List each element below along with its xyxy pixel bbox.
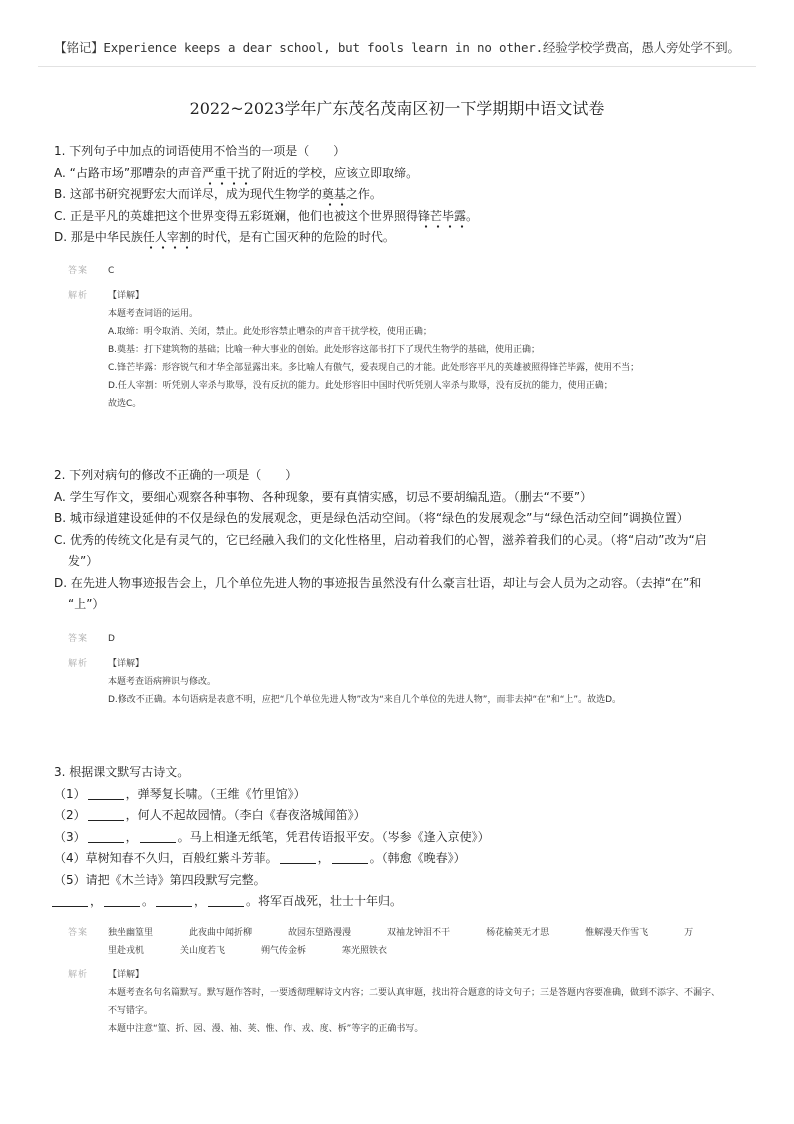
question-2-option-c: C. 优秀的传统文化是有灵气的，它已经融入我们的文化性格里，启动着我们的心智，滋养着我们的心灵。（将“启动”改为“启 — [54, 532, 707, 547]
answer-phrase: 惟解漫天作雪飞 — [585, 928, 649, 938]
question-1 — [54, 141, 754, 249]
answer-blank — [88, 787, 124, 800]
item-text: ，何人不起故园情。（李白《春夜洛城闻笛》） — [125, 808, 366, 822]
explanation-line: A.取缔：明令取消、关闭，禁止。此处形容禁止嘈杂的声音干扰学校，使用正确； — [108, 327, 432, 337]
item-text: 。（韩愈《晚春》） — [369, 851, 466, 865]
answer-blank — [156, 894, 192, 907]
question-3-item-4 — [54, 848, 754, 870]
item-number: （3） — [54, 829, 86, 844]
question-1-stem: 1. 下列句子中加点的词语使用不恰当的一项是（ ） — [54, 144, 346, 158]
item-separator: ， — [125, 829, 138, 844]
question-3-item-5-blanks: ， 。 ， 。将军百战死，壮士十年归。 — [50, 891, 754, 913]
item-text: 。马上相逢无纸笔，凭君传语报平安。（岑参《逢入京使》） — [177, 829, 490, 844]
explanation-label: 解析 — [68, 291, 89, 301]
option-d-pre: D. 那是中华民族 — [54, 230, 143, 244]
answer-blank — [208, 894, 244, 907]
answer-blank — [88, 808, 124, 821]
question-3-item-1 — [54, 784, 754, 806]
answer-value: C — [108, 266, 115, 276]
question-3-item-5 — [54, 870, 754, 892]
question-2-answer — [68, 631, 115, 644]
option-a-pre: A. “占路市场”那嘈杂的声音 — [54, 165, 203, 180]
option-d-post: 的时代，是有亡国灭种的危险的时代。 — [190, 230, 395, 244]
answer-label: 答案 — [68, 928, 89, 938]
answer-line-1 — [108, 924, 748, 942]
question-3 — [54, 762, 754, 913]
explanation-line: D.修改不正确。本句语病是表意不明，应把“几个单位先进人物”改为“来自几个单位的先进人物”，而非去掉“在”和“上”。故选D。 — [108, 695, 622, 705]
item-number: （1） — [54, 786, 86, 801]
item-separator: ， — [317, 851, 330, 865]
explanation-line: B.奠基：打下建筑物的基础；比喻一种大事业的创始。此处形容这部书打下了现代生物学的基础，使用正确； — [108, 345, 541, 355]
answer-phrase: 双袖龙钟泪不干 — [387, 928, 451, 938]
item-number: （4） — [54, 851, 86, 865]
option-c-marked-word: 锋芒毕露 — [418, 208, 467, 223]
question-2 — [54, 465, 754, 616]
explanation-line: 本题中注意“篁、折、园、漫、袖、荚、惟、作、戎、度、柝”等字的正确书写。 — [108, 1024, 424, 1034]
option-c-post: 。 — [466, 208, 479, 223]
answer-blank — [140, 830, 176, 843]
question-3-item-2 — [54, 805, 754, 827]
option-b-marked-word: 奠基 — [321, 187, 346, 201]
answer-phrase: 寒光照铁衣 — [342, 946, 388, 956]
header-divider — [38, 66, 756, 67]
explanation-line: 【详解】 — [108, 291, 145, 301]
answer-phrase: 朔气传金柝 — [261, 946, 307, 956]
option-c-pre: C. 正是平凡的英雄把这个世界变得五彩斑斓，他们也被这个世界照得 — [54, 208, 419, 223]
answer-blank — [280, 851, 316, 864]
answer-blank — [88, 830, 124, 843]
option-b-pre: B. 这部书研究视野宏大而详尽，成为现代生物学的 — [54, 187, 322, 201]
question-2-option-c-cont: 发”） — [68, 554, 99, 568]
answer-blank — [332, 851, 368, 864]
answer-label: 答案 — [68, 634, 89, 644]
answer-value: D — [108, 634, 115, 644]
answer-blank — [52, 894, 88, 907]
question-2-explanation — [68, 655, 728, 709]
header-motto: 【铭记】Experience keeps a dear school, but fools learn in no other.经验学校学费高，愚人旁处学不到。 — [54, 40, 740, 55]
answer-phrase: 杨花榆荚无才思 — [486, 928, 550, 938]
question-1-option-b — [54, 184, 754, 206]
answer-phrase: 故园东望路漫漫 — [288, 928, 352, 938]
answer-phrase: 万 — [684, 928, 694, 938]
page-title: 2022~2023学年广东茂名茂南区初一下学期期中语文试卷 — [189, 99, 605, 118]
item-pre-text: 请把《木兰诗》第四段默写完整。 — [85, 872, 266, 887]
item-number: （2） — [54, 808, 86, 822]
explanation-label: 解析 — [68, 659, 89, 669]
question-2-stem: 2. 下列对病句的修改不正确的一项是（ ） — [54, 468, 298, 482]
question-2-option-a: A. 学生写作文，要细心观察各种事物、各种现象，要有真情实感，切忌不要胡编乱造。（删去“不要”） — [54, 489, 593, 504]
answer-blank — [104, 894, 140, 907]
answer-line-2 — [108, 942, 748, 960]
item-text: 。将军百战死，壮士十年归。 — [246, 894, 403, 908]
explanation-line: C.锋芒毕露：形容锐气和才华全部显露出来。多比喻人有傲气，爱表现自己的才能。此处形容平凡的英雄被照得锋芒毕露，使用不当； — [108, 363, 640, 373]
question-2-option-b: B. 城市绿道建设延伸的不仅是绿色的发展观念，更是绿色活动空间。（将“绿色的发展观念”与“绿色活动空间”调换位置） — [54, 511, 689, 525]
question-1-option-a — [54, 163, 754, 185]
answer-phrase: 里赴戎机 — [108, 946, 145, 956]
question-1-option-c — [54, 206, 754, 228]
question-3-answer — [68, 924, 748, 960]
question-1-answer — [68, 263, 114, 276]
item-pre-text: 草树知春不久归，百般红紫斗芳菲。 — [85, 851, 278, 865]
question-1-option-d — [54, 227, 754, 249]
explanation-line: 故选C。 — [108, 399, 142, 409]
explanation-line: D.任人宰割：听凭别人宰杀与欺辱，没有反抗的能力。此处形容旧中国时代听凭别人宰杀与欺辱，没有反抗的能力，使用正确； — [108, 381, 613, 391]
option-a-post: 了附近的学校，应该立即取缔。 — [250, 165, 419, 180]
answer-phrase: 独坐幽篁里 — [108, 928, 154, 938]
question-3-explanation — [68, 966, 728, 1038]
explanation-label: 解析 — [68, 970, 89, 980]
question-2-option-d: D. 在先进人物事迹报告会上，几个单位先进人物的事迹报告虽然没有什么豪言壮语，却让与会人员为之动容。（去掉“在”和 — [54, 575, 702, 590]
answer-label: 答案 — [68, 266, 89, 276]
explanation-line: 【详解】 — [108, 659, 145, 669]
option-d-marked-word: 任人宰割 — [142, 230, 191, 244]
item-number: （5） — [54, 872, 86, 887]
answer-phrase: 此夜曲中闻折柳 — [189, 928, 253, 938]
item-text: ，弹琴复长啸。（王维《竹里馆》） — [125, 786, 306, 801]
question-3-item-3 — [54, 827, 754, 849]
option-b-post: 之作。 — [345, 187, 382, 201]
question-3-stem: 3. 根据课文默写古诗文。 — [54, 765, 190, 779]
question-1-explanation — [68, 287, 728, 413]
question-2-option-d-cont: “上”） — [68, 597, 105, 611]
explanation-line: 本题考查词语的运用。 — [108, 309, 199, 319]
option-a-marked-word: 严重干扰 — [202, 165, 251, 180]
explanation-line: 本题考查名句名篇默写。默写题作答时，一要透彻理解诗文内容；二要认真审题，找出符合题意的诗文句子；三是答题内容要准确，做到不添字、不漏字、不写错字。 — [108, 988, 721, 1016]
answer-phrase: 关山度若飞 — [180, 946, 226, 956]
explanation-line: 本题考查语病辨识与修改。 — [108, 677, 217, 687]
explanation-line: 【详解】 — [108, 970, 145, 980]
